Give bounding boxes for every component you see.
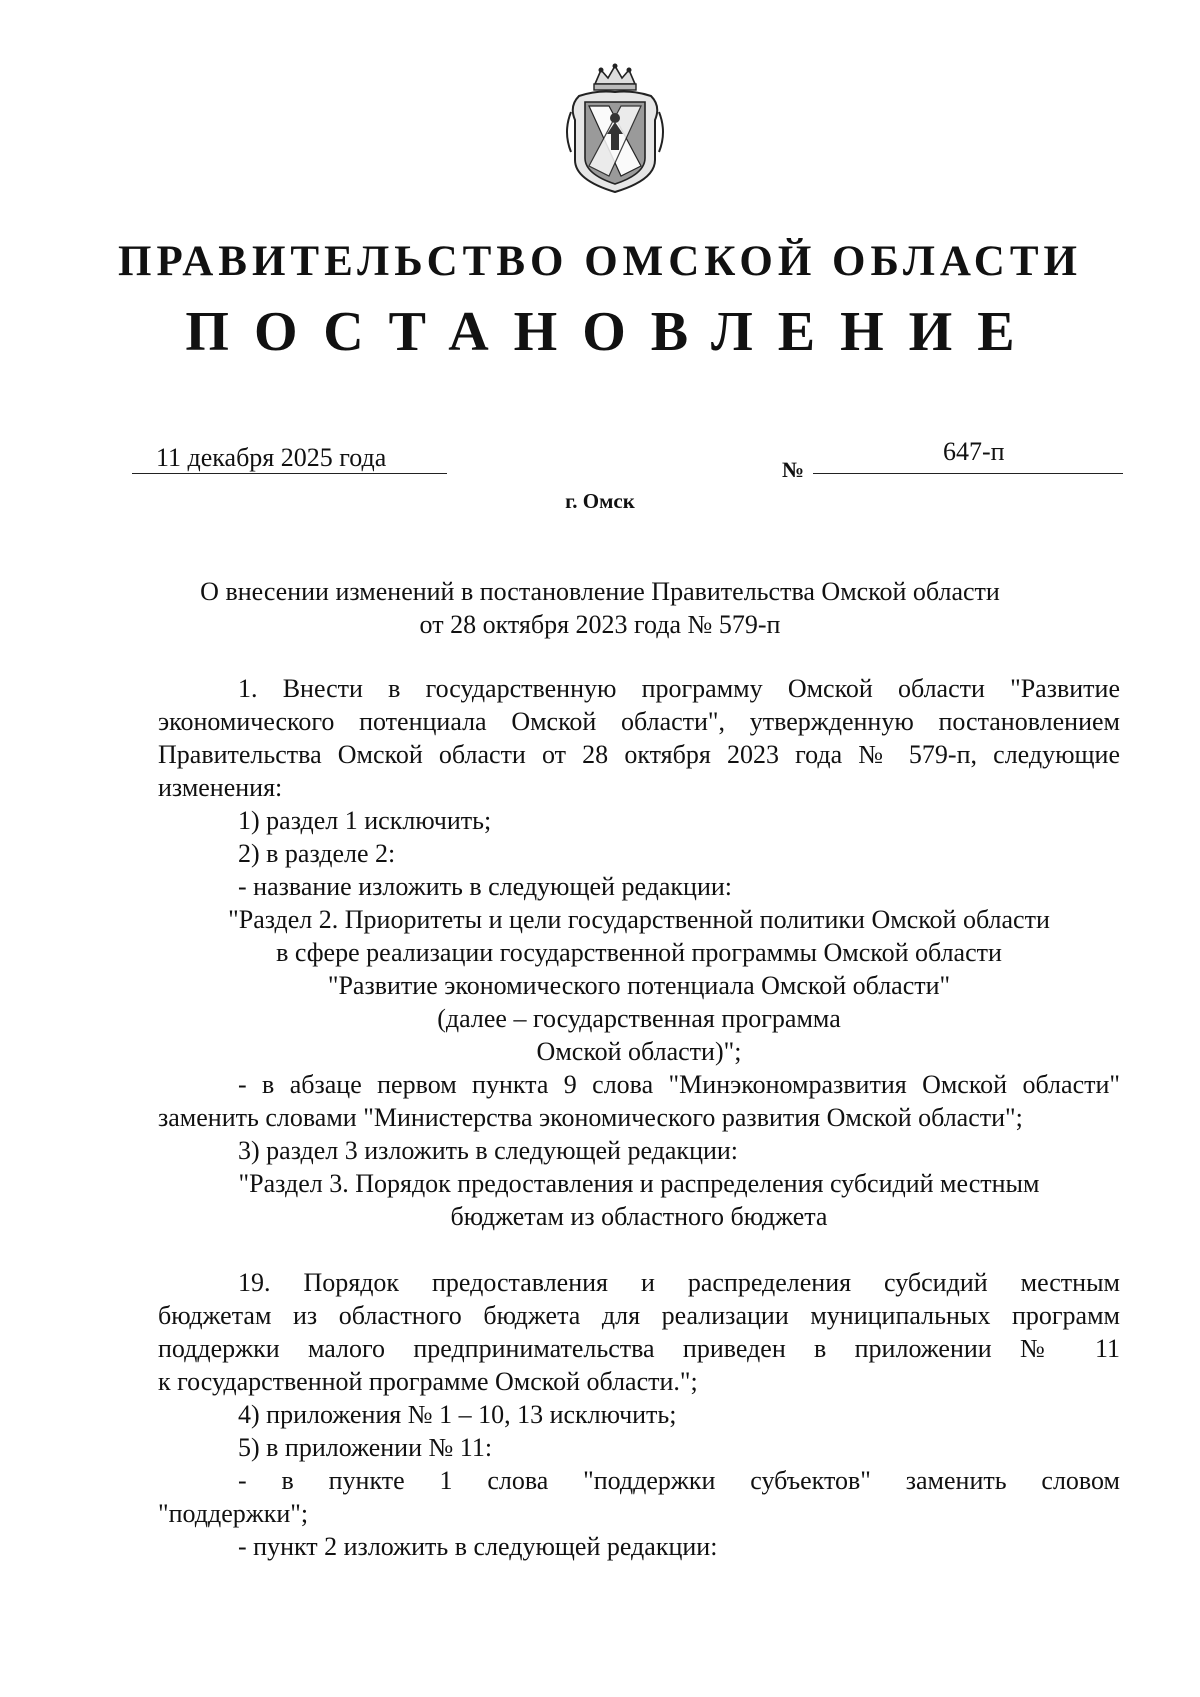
body-line: - название изложить в следующей редакции:: [238, 872, 733, 901]
body-line: к государственной программе Омской области.";: [158, 1367, 698, 1396]
document-date: 11 декабря 2025 года: [156, 443, 387, 472]
body-line: 1. Внести в государственную программу Омской области "Развитие: [238, 674, 1120, 703]
body-line: - пункт 2 изложить в следующей редакции:: [238, 1532, 718, 1561]
number-underline: [813, 473, 1123, 474]
body-line: Правительства Омской области от 28 октября 2023 года № 579-п, следующие: [158, 740, 1120, 769]
body-line: 5) в приложении № 11:: [238, 1433, 493, 1462]
body-line: 3) раздел 3 изложить в следующей редакции:: [238, 1136, 739, 1165]
subject-line: от 28 октября 2023 года № 579-п: [419, 610, 781, 639]
document-number: 647-п: [943, 437, 1005, 466]
date-underline: [132, 473, 447, 474]
city: г. Омск: [565, 489, 635, 513]
body-line: "Раздел 2. Приоритеты и цели государственной политики Омской области: [228, 905, 1050, 934]
omsk-region-coat-of-arms-icon: [561, 62, 669, 196]
body-line: 19. Порядок предоставления и распределения субсидий местным: [238, 1268, 1120, 1297]
body-line: изменения:: [158, 773, 283, 802]
body-line: 4) приложения № 1 – 10, 13 исключить;: [238, 1400, 677, 1429]
body-line: Омской области)";: [536, 1037, 742, 1066]
paragraph-gap: [158, 1233, 1120, 1266]
document-type: ПОСТАНОВЛЕНИЕ: [185, 301, 1040, 363]
body-line: "Развитие экономического потенциала Омской области": [327, 971, 951, 1000]
government-title: ПРАВИТЕЛЬСТВО ОМСКОЙ ОБЛАСТИ: [118, 238, 1082, 285]
document-body: [158, 672, 1120, 1563]
body-line: - в абзаце первом пункта 9 слова "Минэкономразвития Омской области": [238, 1070, 1120, 1099]
body-line: 1) раздел 1 исключить;: [238, 806, 492, 835]
subject-line: О внесении изменений в постановление Правительства Омской области: [200, 577, 1000, 606]
body-line: - в пункте 1 слова "поддержки субъектов" заменить словом: [238, 1466, 1120, 1495]
body-line: бюджетам из областного бюджета для реализации муниципальных программ: [158, 1301, 1120, 1330]
body-line: 2) в разделе 2:: [238, 839, 396, 868]
number-label: №: [782, 457, 805, 482]
body-line: в сфере реализации государственной программы Омской области: [276, 938, 1002, 967]
body-line: экономического потенциала Омской области", утвержденную постановлением: [158, 707, 1120, 736]
body-line: "Раздел 3. Порядок предоставления и распределения субсидий местным: [238, 1169, 1040, 1198]
document-subject: [150, 575, 1050, 641]
body-line: заменить словами "Министерства экономического развития Омской области";: [158, 1103, 1023, 1132]
body-line: (далее – государственная программа: [437, 1004, 841, 1033]
body-line: поддержки малого предпринимательства приведен в приложении № 11: [158, 1334, 1120, 1363]
body-line: бюджетам из областного бюджета: [450, 1202, 828, 1231]
body-line: "поддержки";: [158, 1499, 309, 1528]
